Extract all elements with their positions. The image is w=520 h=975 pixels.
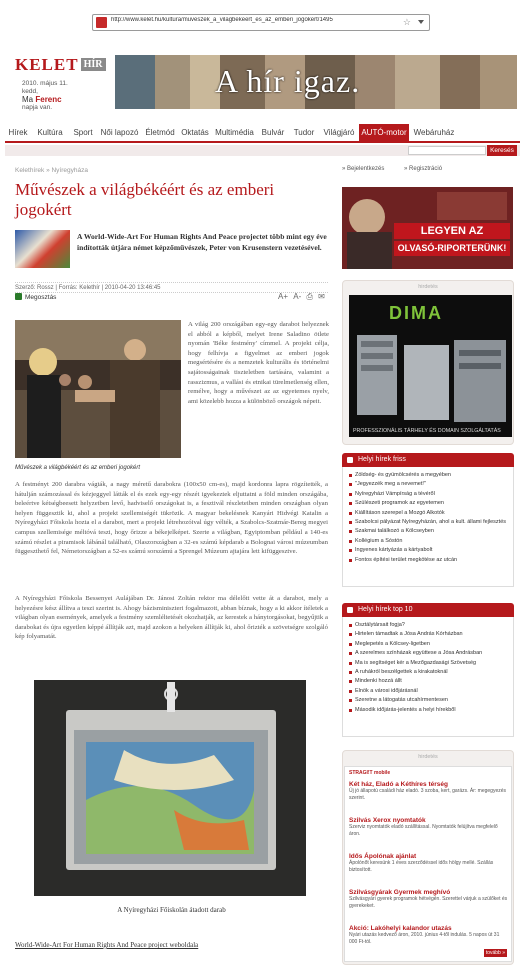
- classified-item[interactable]: [349, 781, 509, 802]
- list-item[interactable]: Ingyenes kártyázás a kártyabolt: [349, 546, 509, 555]
- classified-title[interactable]: Idős Ápolónak ajánlat: [349, 853, 417, 860]
- mail-icon[interactable]: ✉: [318, 292, 325, 301]
- classified-title[interactable]: Akció: Lakóhelyi kalandor utazás: [349, 925, 452, 932]
- banner-slogan: A hír igaz.: [215, 63, 361, 99]
- ad-headline-1: LEGYEN AZ: [394, 223, 510, 239]
- breadcrumb[interactable]: Kelethírek » Nyíregyháza: [15, 167, 88, 174]
- classified-item[interactable]: [349, 853, 509, 874]
- classified-desc: Ápolónőt keresünk 1 éves szerződéssel idős hölgy mellé. Szállás biztosított.: [349, 860, 494, 873]
- nav-item[interactable]: AUTÓ-motor: [359, 124, 409, 141]
- nav-item[interactable]: Világjáró: [323, 128, 355, 137]
- nav-item[interactable]: Hírek: [8, 128, 28, 137]
- classifieds-tag: STRAGI!T mobile: [349, 770, 391, 776]
- list-item[interactable]: Szülészeti programok az egyetemen: [349, 499, 509, 508]
- nav-item[interactable]: Életmód: [145, 128, 175, 137]
- share-button[interactable]: [15, 293, 56, 301]
- classified-desc: Nyári utazás kedvező áron, 2010. június 4-től indulás. 5 napos út 31 000 Ft-tól.: [349, 932, 500, 945]
- painting-photo: [34, 680, 306, 896]
- more-link[interactable]: tovább »: [485, 950, 505, 956]
- list-item[interactable]: Kiállításon szerepel a Mozgó Alkotók: [349, 509, 509, 518]
- list-item[interactable]: Kollégium a Sóstón: [349, 537, 509, 546]
- article-lead: A World-Wide-Art For Human Rights And Peace projectet több mint egy éve indították útjára német képzőművészek, Peter von Krusenstern vezetésével.: [77, 232, 327, 252]
- site-logo[interactable]: [15, 55, 106, 75]
- classifieds-label: hirdetés: [418, 754, 438, 760]
- dima-brand: DIMA: [389, 303, 443, 323]
- article-photo: [15, 320, 181, 458]
- paragraph-2: A festményt 200 darabra vágták, a nagy méretű darabokra (100x50 cm-es), majd kordonra lapra rögzítették, a hátulján számozással és kézjeggyel látták el és ezek egy-egy részét igyekeztek eljuttatni a föld minden országába, beleértve kétségbeesett helyzetben levő, hadviselő országokat is, a fesztivál részleteiben minden országban olyan helyen függesztik ki, ahol a projekt szellemiségét tükrözik. A magyar bekelésnek Kanyári Hidvégi Katalin a Nyíregyházi Főiskola hozta el a darabot, mert a projekt létrehozóival úgy vélték, a Szabolcs-Szatmár-Bereg megyei campus szellemisége méltóvá teszi, hogy őrizze a békejelképet. Szerte a világban, Egyiptomban például a 140-es számú részlet a piramisok lábánál található, Olaszországban a 32-es számú képdarab a Bolognai városi múzeumban függeszthető fel, Németországban a 52-es számú sorszámú a Sprengel Múzeum ajtajára lett kifüggesztve.: [15, 481, 328, 556]
- friss-box: [342, 467, 514, 587]
- font-decrease-button[interactable]: A-: [293, 292, 302, 301]
- list-item[interactable]: Meglepetés a Kölcsey-ligetben: [349, 640, 509, 649]
- nav-item[interactable]: Kultúra: [37, 128, 63, 137]
- nav-item[interactable]: Tudor: [293, 128, 315, 137]
- paragraph-3: A Nyíregyházi Főiskola Bessenyei Aulájában Dr. Jánosi Zoltán rektor ma délelőtt vette át a darabot, mely a helyezésre kész állítva a teszi szerint is. Ahogy bázisminiszteri fogalmazott, abban bíznak, hogy a ki akkor ítéletek a világban olyan események, amelyek a festmény szemléltetését okozhatják, az kerestek a hánytorgásokat, begyűjtik a darabokat és újra egyetlen képpé állítják azt, majd azokon a helyeken állítják ki, ahol őrizték a szövetségre szolgáló kép folyamatát.: [15, 595, 328, 641]
- search-button[interactable]: Keresés: [487, 145, 517, 156]
- share-icon: [15, 293, 22, 300]
- list-item[interactable]: Szakmai találkozó a Kölcseyben: [349, 527, 509, 536]
- bookmark-star-icon[interactable]: ☆: [402, 17, 411, 27]
- nav-item[interactable]: Női lapozó: [100, 128, 139, 137]
- list-item[interactable]: "Jegyezzék meg a nevemet!": [349, 480, 509, 489]
- top10-box-title[interactable]: Helyi hírek top 10: [342, 603, 514, 617]
- login-link[interactable]: » Bejelentkezés: [342, 166, 385, 172]
- classified-desc: Szilvásgyári gyerek programok hétvégén. Szerettel várjuk a szülőket és gyerekeket.: [349, 896, 508, 909]
- main-nav: [5, 124, 520, 143]
- news-icon: [347, 457, 353, 463]
- classified-title[interactable]: Szilvásgyárak Gyermek meghívó: [349, 889, 451, 896]
- nameday-suffix: napja van.: [22, 104, 52, 111]
- classified-item[interactable]: [349, 889, 509, 910]
- list-item[interactable]: Mindenki hozzá állt: [349, 677, 509, 686]
- article-title: Művészek a világbékéért és az emberi jogokért: [15, 180, 275, 219]
- ad-headline-2: OLVASÓ-RIPORTERÜNK!: [394, 241, 510, 256]
- list-item[interactable]: Második időjárás-jelentés a helyi hírekből: [349, 706, 509, 715]
- classified-item[interactable]: [349, 925, 509, 946]
- list-item[interactable]: Elnök a városi időjárásnál: [349, 687, 509, 696]
- page-icon: [96, 17, 107, 28]
- nameday-name: Ferenc: [35, 95, 62, 104]
- top10-box: [342, 617, 514, 737]
- nav-item[interactable]: Bulvár: [261, 128, 285, 137]
- font-increase-button[interactable]: A+: [278, 292, 289, 301]
- register-link[interactable]: » Regisztráció: [404, 166, 443, 172]
- nav-item[interactable]: Webáruház: [413, 128, 455, 137]
- nameday-prefix: Ma: [22, 95, 34, 104]
- nameday-line: [22, 96, 110, 104]
- date-box: [22, 80, 110, 112]
- list-item[interactable]: Osztálytársait fogja?: [349, 621, 509, 630]
- article-tools: [275, 292, 325, 302]
- photo-caption: Művészek a világbékéért és az emberi jogokért: [15, 465, 141, 471]
- classifieds-panel: [344, 766, 512, 962]
- project-website-link[interactable]: World-Wide-Art For Human Rights And Peace project weboldala: [15, 941, 199, 949]
- ad-label: hirdetés: [418, 284, 438, 290]
- share-label: Megosztás: [25, 294, 57, 301]
- logo-sub-text: HÍR: [81, 58, 106, 71]
- classified-desc: Új jó állapotú családi ház eladó. 3 szoba, kert, garázs. Ár: megegyezés szerint.: [349, 788, 507, 801]
- classified-title[interactable]: Szilvás Xerox nyomtatók: [349, 817, 426, 824]
- dima-text: PROFESSZIONÁLIS TÁRHELY ÉS DOMAIN SZOLGÁLTATÁS: [353, 428, 501, 434]
- top10-list: [343, 617, 513, 715]
- list-item[interactable]: Zöldség- és gyümölcsérés a megyében: [349, 471, 509, 480]
- list-item[interactable]: Szeretne a látogatás utcahírmentesen: [349, 696, 509, 705]
- classified-title[interactable]: Két ház, Eladó a Kéthíres térség: [349, 781, 448, 788]
- paragraph-1: A világ 200 országában egy-egy darabot helyeznek el abból a képből, melyet Irene Saladino ötlete nyomán 'Béke festmény' címmel. A projekt célja, hogy felhívja a figyelmet az emberi jogok megsértésére és a nemzetek kulturális és történelmi sajátosságainak tiszteletben tartására, valamint a rasszizmus, a vallási és etnikai türelmetlenség ellen, remélve, hogy a művészet az az egyetemes nyelv, ami közelebb hozza a különböző országok népeit.: [188, 321, 329, 405]
- logo-main-text: KELET: [15, 55, 79, 74]
- classified-item[interactable]: [349, 817, 509, 838]
- nav-item[interactable]: Oktatás: [181, 128, 209, 137]
- list-item[interactable]: A szerelmes színházak együttese a Jósa Andrásban: [349, 649, 509, 658]
- search-input[interactable]: [408, 146, 486, 155]
- lead-thumbnail: [15, 230, 70, 268]
- friss-box-title[interactable]: Helyi hírek friss: [342, 453, 514, 467]
- classified-desc: Szerviz nyomtatók eladó szállítással. Nyomtatók felújítva megfelelő áron.: [349, 824, 498, 837]
- list-item[interactable]: Hirtelen támadtak a Jósa András Kórházban: [349, 630, 509, 639]
- nav-item[interactable]: Multimédia: [215, 128, 254, 137]
- user-links: [342, 166, 460, 172]
- list-item[interactable]: Fontos építési terület megkötése az utcán: [349, 556, 509, 565]
- dima-ad[interactable]: [349, 295, 512, 437]
- news-icon: [347, 607, 353, 613]
- print-icon[interactable]: ⎙: [306, 292, 313, 301]
- list-item[interactable]: Nyíregyházi Vámpírság a tévéről: [349, 490, 509, 499]
- painting-caption: A Nyíregyházi Főiskolán átadott darab: [117, 906, 226, 914]
- list-item[interactable]: Szabolcsi pályázat Nyíregyházán, ahol a kult. állami fejlesztés: [349, 518, 509, 527]
- header-banner: [115, 55, 517, 109]
- url-text[interactable]: http://www.kelet.hu/kultura/muveszek_a_vilagbekeert_es_az_emberi_jogokert/1495: [111, 17, 333, 23]
- list-item[interactable]: Ma is segítséget kér a Mezőgazdasági Szövetség: [349, 659, 509, 668]
- friss-list: [343, 467, 513, 565]
- day-line: kedd,: [22, 88, 38, 95]
- list-item[interactable]: A ruhákról beszélgettek a kirakatoknál: [349, 668, 509, 677]
- author-line: Szerző: Rossz | Forrás: Kelethír | 2010-04-20 13:46:45: [15, 282, 328, 293]
- chevron-down-icon[interactable]: [418, 20, 424, 24]
- reporter-ad[interactable]: [342, 187, 513, 269]
- date-line: 2010. május 11.: [22, 80, 68, 87]
- address-bar[interactable]: [92, 14, 430, 31]
- nav-item[interactable]: Sport: [73, 128, 93, 137]
